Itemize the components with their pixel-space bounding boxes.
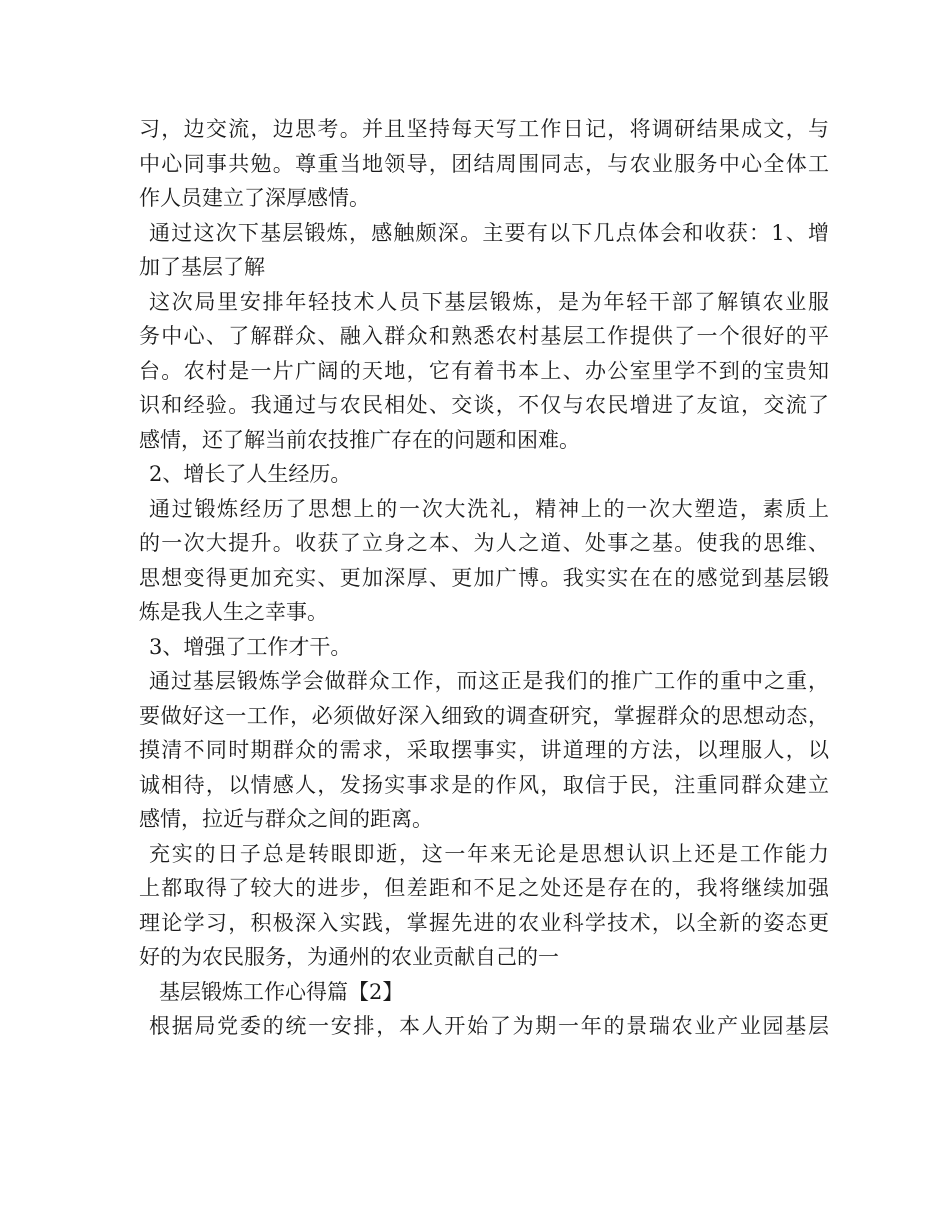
paragraph-first-line: 通过基层锻炼学会做群众工作，而这正是我们的推广工作的重中之重， bbox=[149, 669, 829, 693]
section-heading: 3、增强了工作才干。 bbox=[149, 634, 352, 659]
text-line: 作人员建立了深厚感情。 bbox=[139, 186, 370, 210]
text-line: 感情，拉近与群众之间的距离。 bbox=[139, 807, 433, 831]
text-line: 摸清不同时期群众的需求，采取摆事实，讲道理的方法，以理服人，以 bbox=[139, 738, 829, 762]
text-line: 中心同事共勉。尊重当地领导，团结周围同志，与农业服务中心全体工 bbox=[139, 151, 829, 176]
text-line: 诚相待，以情感人，发扬实事求是的作风，取信于民，注重同群众建立 bbox=[139, 772, 829, 797]
text-line: 上都取得了较大的进步，但差距和不足之处还是存在的，我将继续加强 bbox=[139, 876, 829, 900]
text-line: 务中心、了解群众、融入群众和熟悉农村基层工作提供了一个很好的平 bbox=[139, 324, 829, 348]
text-line: 加了基层了解 bbox=[139, 255, 265, 279]
text-line: 感情，还了解当前农技推广存在的问题和困难。 bbox=[139, 427, 580, 452]
paragraph-first-line: 通过锻炼经历了思想上的一次大洗礼，精神上的一次大塑造，素质上 bbox=[149, 496, 829, 521]
paragraph-first-line: 充实的日子总是转眼即逝，这一年来无论是思想认识上还是工作能力 bbox=[149, 841, 829, 866]
paragraph-first-line: 通过这次下基层锻炼，感触颇深。主要有以下几点体会和收获：1、增 bbox=[149, 220, 829, 245]
text-line: 的一次大提升。收获了立身之本、为人之道、处事之基。使我的思维、 bbox=[139, 531, 829, 555]
section-heading: 2、增长了人生经历。 bbox=[149, 462, 352, 486]
text-line: 好的为农民服务，为通州的农业贡献自己的一 bbox=[139, 945, 559, 969]
paragraph-first-line: 这次局里安排年轻技术人员下基层锻炼，是为年轻干部了解镇农业服 bbox=[149, 289, 829, 314]
article-title: 基层锻炼工作心得篇【2】 bbox=[159, 979, 404, 1004]
text-line: 要做好这一工作，必须做好深入细致的调查研究，掌握群众的思想动态， bbox=[139, 703, 829, 728]
text-line: 习，边交流，边思考。并且坚持每天写工作日记，将调研结果成文，与 bbox=[139, 117, 829, 141]
text-line: 思想变得更加充实、更加深厚、更加广博。我实实在在的感觉到基层锻 bbox=[139, 565, 829, 590]
text-line: 理论学习，积极深入实践，掌握先进的农业科学技术，以全新的姿态更 bbox=[139, 910, 829, 935]
document-body bbox=[139, 112, 829, 1044]
paragraph-first-line: 根据局党委的统一安排，本人开始了为期一年的景瑞农业产业园基层 bbox=[149, 1014, 829, 1038]
text-line: 识和经验。我通过与农民相处、交谈，不仅与农民增进了友谊，交流了 bbox=[139, 393, 829, 417]
text-line: 台。农村是一片广阔的天地，它有着书本上、办公室里学不到的宝贵知 bbox=[139, 358, 829, 383]
text-line: 炼是我人生之幸事。 bbox=[139, 600, 328, 624]
